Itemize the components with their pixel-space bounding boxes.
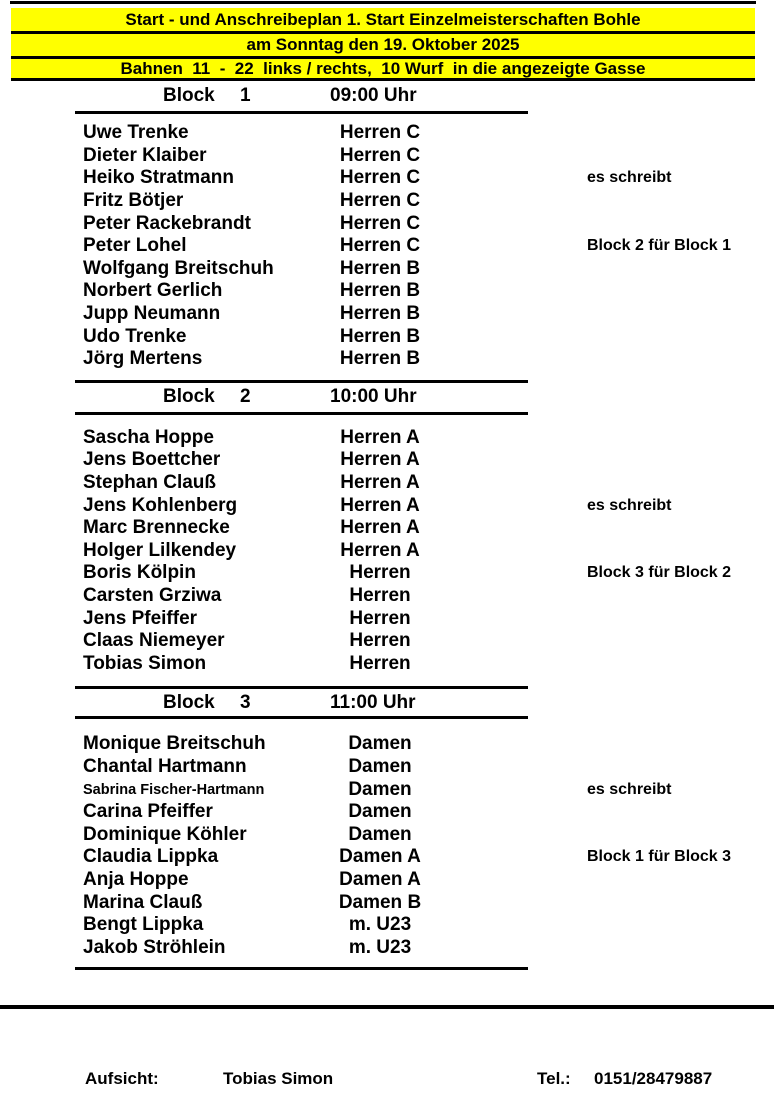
player-name: Marc Brennecke [83, 517, 230, 539]
block-label: Block [163, 386, 215, 408]
player-category: Damen [348, 778, 412, 800]
player-name: Jens Boettcher [83, 449, 221, 471]
table-row [75, 145, 765, 168]
player-name: Jupp Neumann [83, 303, 221, 325]
block-3-header [75, 689, 765, 716]
player-category: Herren [349, 562, 411, 584]
title-banner [11, 8, 755, 81]
player-category: Herren C [339, 167, 421, 189]
player-name: Marina Clauß [83, 891, 203, 913]
table-row [75, 494, 765, 517]
table-row [75, 167, 765, 190]
table-row [75, 756, 765, 779]
table-row [75, 303, 765, 326]
phone-number: 0151/28479887 [594, 1069, 713, 1088]
block-time: 10:00 Uhr [330, 386, 417, 408]
player-category: Herren B [339, 303, 421, 325]
table-row [75, 258, 765, 281]
player-category: Damen [348, 801, 412, 823]
block-time: 11:00 Uhr [330, 691, 416, 713]
player-category: Herren A [340, 517, 420, 539]
player-name: Udo Trenke [83, 325, 187, 347]
player-category: Herren A [340, 449, 420, 471]
table-row [75, 914, 765, 937]
player-category: Herren [349, 630, 411, 652]
table-row [75, 607, 765, 630]
player-category: Damen A [339, 868, 421, 890]
player-name: Carina Pfeiffer [83, 801, 213, 823]
player-category: Herren C [339, 190, 421, 212]
block-2-rows [75, 415, 765, 687]
row-note: es schreibt [587, 169, 672, 187]
banner-date: am Sonntag den 19. Oktober 2025 [11, 34, 755, 59]
block-1-rows [75, 114, 765, 380]
phone-label: Tel.: [537, 1069, 571, 1088]
table-row [75, 891, 765, 914]
player-name: Sabrina Fischer-Hartmann [83, 781, 265, 798]
player-category: Herren C [339, 122, 421, 144]
table-row [75, 733, 765, 756]
table-row [75, 540, 765, 563]
table-row [75, 846, 765, 869]
player-category: Herren B [339, 348, 421, 370]
player-category: Herren A [340, 494, 420, 516]
table-row [75, 823, 765, 846]
player-category: Herren [349, 652, 411, 674]
divider-line [75, 967, 528, 970]
player-name: Tobias Simon [83, 652, 207, 674]
player-name: Sascha Hoppe [83, 426, 214, 448]
table-row [75, 472, 765, 495]
table-row [75, 280, 765, 303]
player-category: Damen [348, 755, 412, 777]
table-row [75, 325, 765, 348]
player-category: Damen [348, 733, 412, 755]
table-row [75, 122, 765, 145]
top-border-line [10, 1, 756, 4]
player-category: Damen B [338, 891, 422, 913]
player-name: Peter Rackebrandt [83, 212, 251, 234]
player-name: Fritz Bötjer [83, 190, 184, 212]
player-name: Chantal Hartmann [83, 755, 247, 777]
player-name: Jens Kohlenberg [83, 494, 238, 516]
player-category: Herren C [339, 212, 421, 234]
player-name: Claas Niemeyer [83, 630, 225, 652]
player-name: Dominique Köhler [83, 823, 247, 845]
table-row [75, 348, 765, 371]
player-name: Uwe Trenke [83, 122, 189, 144]
block-label: Block [163, 691, 215, 713]
player-name: Stephan Clauß [83, 472, 217, 494]
player-name: Jakob Ströhlein [83, 936, 226, 958]
page-bottom-line [0, 1005, 774, 1009]
row-note: Block 1 für Block 3 [587, 848, 732, 866]
player-name: Jens Pfeiffer [83, 607, 198, 629]
block-1-header [75, 81, 765, 111]
block-number: 3 [240, 691, 251, 713]
player-category: Herren [349, 607, 411, 629]
player-name: Wolfgang Breitschuh [83, 257, 274, 279]
table-row [75, 449, 765, 472]
player-name: Heiko Stratmann [83, 167, 234, 189]
footer [0, 1069, 774, 1091]
player-name: Holger Lilkendey [83, 539, 237, 561]
table-row [75, 936, 765, 959]
player-category: Herren A [340, 539, 420, 561]
table-row [75, 190, 765, 213]
player-category: m. U23 [348, 936, 412, 958]
table-row [75, 630, 765, 653]
supervisor-name: Tobias Simon [223, 1069, 334, 1088]
banner-lanes-info: Bahnen 11 - 22 links / rechts, 10 Wurf in die angezeigte Gasse [11, 59, 755, 81]
row-note: es schreibt [587, 780, 672, 798]
block-time: 09:00 Uhr [330, 85, 417, 106]
player-name: Monique Breitschuh [83, 733, 266, 755]
player-category: Herren C [339, 235, 421, 257]
block-number: 1 [240, 85, 251, 106]
table-row [75, 562, 765, 585]
player-category: Herren A [340, 472, 420, 494]
table-row [75, 517, 765, 540]
player-name: Norbert Gerlich [83, 280, 223, 302]
table-row [75, 235, 765, 258]
table-row [75, 427, 765, 450]
table-row [75, 869, 765, 892]
banner-title: Start - und Anschreibeplan 1. Start Einzelmeisterschaften Bohle [11, 8, 755, 34]
block-label: Block [163, 85, 215, 106]
player-category: Damen A [339, 846, 421, 868]
start-plan-table [75, 81, 765, 970]
player-category: Herren B [339, 325, 421, 347]
player-name: Boris Kölpin [83, 562, 196, 584]
row-note: Block 3 für Block 2 [587, 564, 732, 582]
table-row [75, 801, 765, 824]
block-2-header [75, 383, 765, 412]
player-category: Herren C [339, 144, 421, 166]
player-name: Anja Hoppe [83, 868, 189, 890]
player-category: Herren [349, 584, 411, 606]
player-name: Carsten Grziwa [83, 584, 222, 606]
supervisor-label: Aufsicht: [85, 1069, 159, 1088]
player-name: Bengt Lippka [83, 914, 204, 936]
table-row [75, 212, 765, 235]
row-note: es schreibt [587, 496, 672, 514]
player-name: Jörg Mertens [83, 348, 203, 370]
player-name: Claudia Lippka [83, 846, 219, 868]
table-row [75, 585, 765, 608]
row-note: Block 2 für Block 1 [587, 237, 732, 255]
player-category: Herren A [340, 426, 420, 448]
player-category: Damen [348, 823, 412, 845]
player-category: Herren B [339, 280, 421, 302]
player-category: m. U23 [348, 914, 412, 936]
block-3-rows [75, 719, 765, 967]
table-row [75, 652, 765, 675]
player-name: Peter Lohel [83, 235, 187, 257]
player-category: Herren B [339, 257, 421, 279]
player-name: Dieter Klaiber [83, 144, 207, 166]
block-number: 2 [240, 386, 251, 408]
table-row [75, 778, 765, 801]
